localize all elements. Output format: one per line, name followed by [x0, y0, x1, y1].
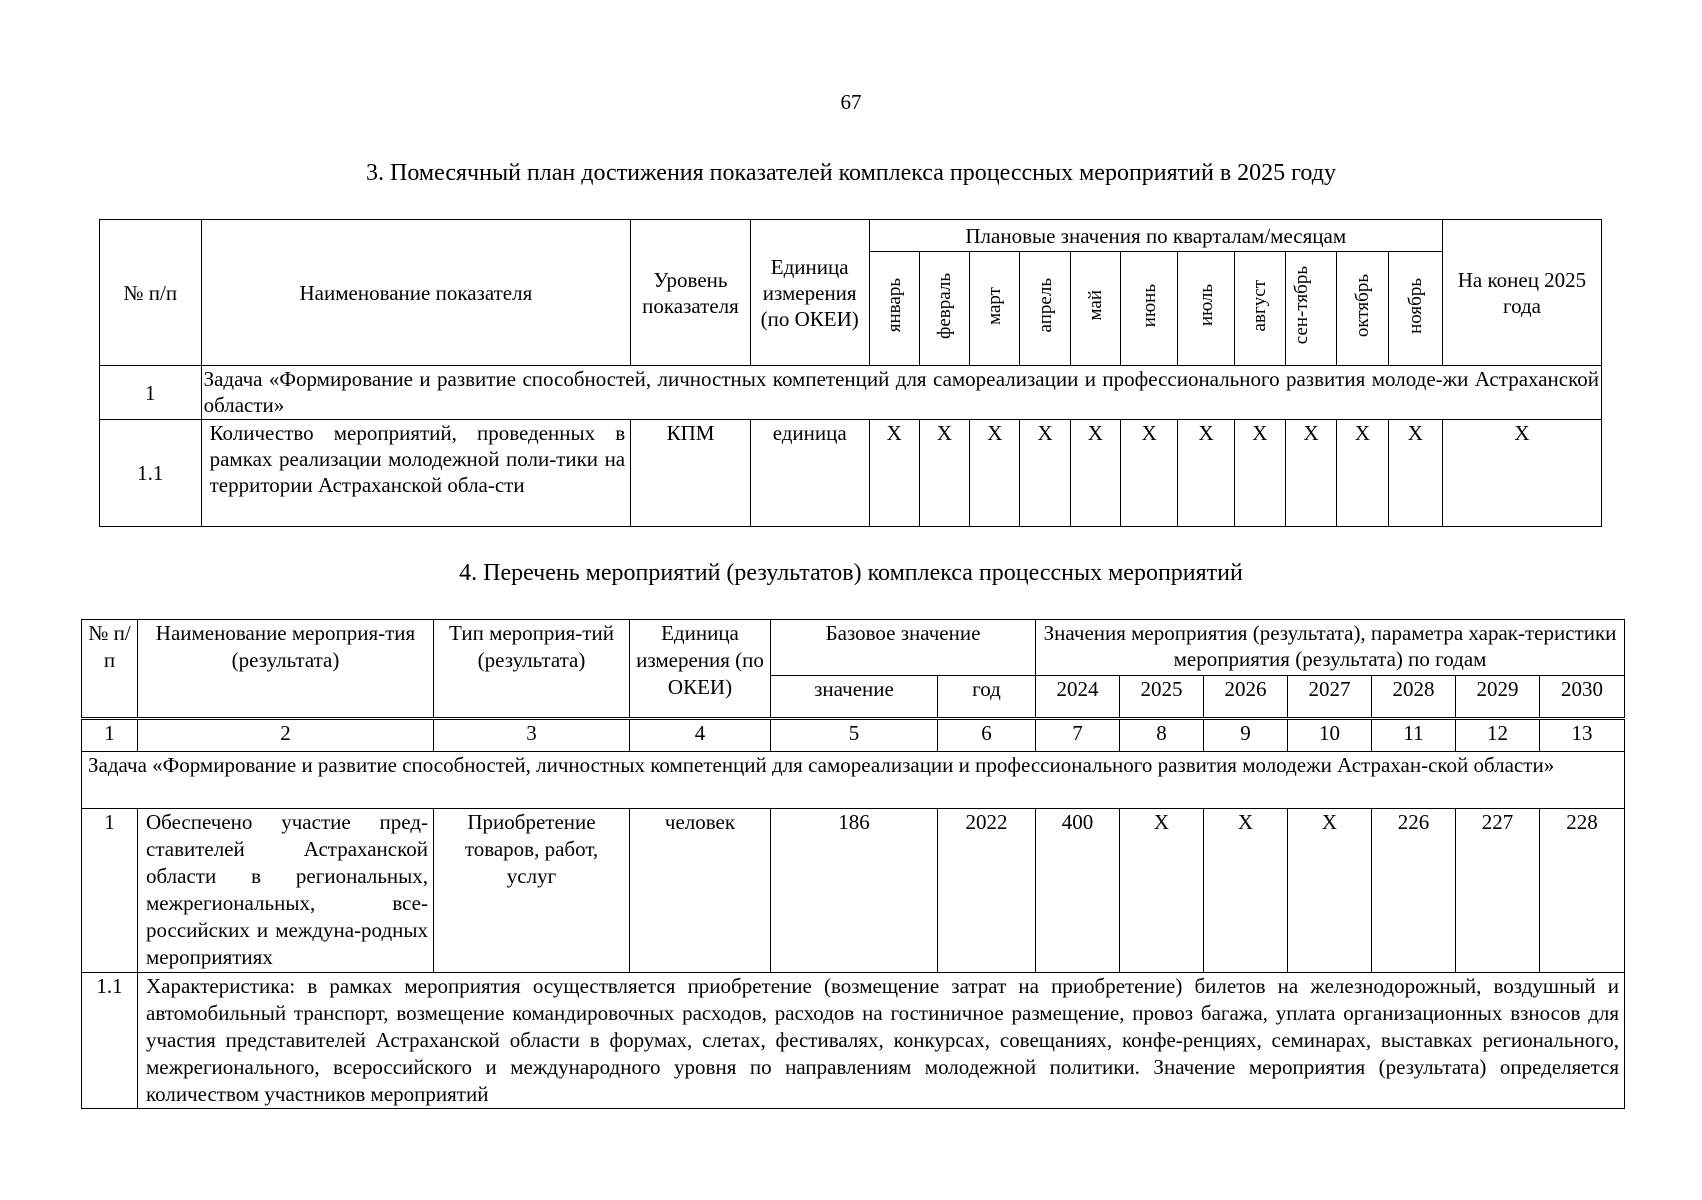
section-4-title: 4. Перечень мероприятий (результатов) комплекса процессных мероприятий: [459, 560, 1243, 586]
header-month: май: [1070, 252, 1120, 366]
characteristic-number: 1.1: [82, 973, 138, 1109]
end-of-year-value: X: [1442, 420, 1601, 527]
month-value: X: [919, 420, 969, 527]
column-number: 2: [138, 719, 434, 752]
month-value: X: [1020, 420, 1070, 527]
indicator-name: Количество мероприятий, проведенных в рамках реализации молодежной поли-тики на территории Астраханской обла-сти: [201, 420, 631, 527]
event-number: 1: [82, 809, 138, 973]
task-number: 1: [100, 366, 202, 420]
indicator-unit: единица: [750, 420, 869, 527]
indicator-level: КПМ: [631, 420, 751, 527]
event-year-value: X: [1120, 809, 1204, 973]
month-value: X: [869, 420, 919, 527]
month-value: X: [970, 420, 1020, 527]
month-value: X: [1178, 420, 1234, 527]
header-month: июнь: [1121, 252, 1178, 366]
header-month: январь: [869, 252, 919, 366]
header-indicator-name: Наименование показателя: [201, 220, 631, 366]
month-value: X: [1388, 420, 1442, 527]
header-event-name: Наименование мероприя-тия (результата): [138, 620, 434, 719]
header-month: февраль: [919, 252, 969, 366]
column-number: 1: [82, 719, 138, 752]
header-base-value: Базовое значение: [771, 620, 1036, 676]
event-year-value: 226: [1372, 809, 1456, 973]
event-base-value: 186: [771, 809, 938, 973]
header-event-type: Тип мероприя-тий (результата): [434, 620, 630, 719]
header-month: октябрь: [1337, 252, 1388, 366]
column-number: 11: [1372, 719, 1456, 752]
header-unit: Единица измерения (по ОКЕИ): [630, 620, 771, 719]
month-value: X: [1234, 420, 1285, 527]
column-number: 3: [434, 719, 630, 752]
event-year-value: X: [1288, 809, 1372, 973]
event-year-value: 227: [1456, 809, 1540, 973]
header-plan-values: Плановые значения по кварталам/месяцам: [869, 220, 1442, 252]
column-number: 5: [771, 719, 938, 752]
header-month: апрель: [1020, 252, 1070, 366]
header-month: март: [970, 252, 1020, 366]
header-year: 2030: [1540, 676, 1625, 719]
column-number: 4: [630, 719, 771, 752]
event-year-value: 400: [1036, 809, 1120, 973]
month-value: X: [1121, 420, 1178, 527]
header-year: 2026: [1204, 676, 1288, 719]
column-number: 12: [1456, 719, 1540, 752]
header-num: № п/п: [82, 620, 138, 719]
event-type: Приобретение товаров, работ, услуг: [434, 809, 630, 973]
indicator-number: 1.1: [100, 420, 202, 527]
task-text: Задача «Формирование и развитие способностей, личностных компетенций для самореализации и профессионального развития молодежи Астрахан-ской области»: [82, 752, 1625, 809]
column-number: 8: [1120, 719, 1204, 752]
header-month: ноябрь: [1388, 252, 1442, 366]
header-month: июль: [1178, 252, 1234, 366]
characteristic-text: Характеристика: в рамках мероприятия осуществляется приобретение (возмещение затрат на приобретение) билетов на железнодорожный, воздушный и автомобильный транспорт, возмещение командировочных расходов, расходов на гостиничное размещение, провоз багажа, уплата организационных взносов для участия представителей Астраханской области в форумах, слетах, фестивалях, конкурсах, совещаниях, конфе-ренциях, семинарах, выставках регионального, межрегионального, всероссийского и международного уровня по направлениям молодежной политики. Значение мероприятия (результата) определяется количеством участников мероприятий: [138, 973, 1625, 1109]
events-table: [81, 619, 1625, 1109]
header-base-year: год: [938, 676, 1036, 719]
column-number: 10: [1288, 719, 1372, 752]
event-base-year: 2022: [938, 809, 1036, 973]
event-unit: человек: [630, 809, 771, 973]
event-name: Обеспечено участие пред-ставителей Астраханской области в региональных, межрегиональных, все-российских и междуна-родных мероприятиях: [138, 809, 434, 973]
event-year-value: X: [1204, 809, 1288, 973]
header-month: сен-тябрь: [1285, 252, 1336, 366]
header-year: 2027: [1288, 676, 1372, 719]
column-number: 7: [1036, 719, 1120, 752]
header-year: 2024: [1036, 676, 1120, 719]
month-value: X: [1285, 420, 1336, 527]
monthly-plan-table: [99, 219, 1602, 527]
header-num: № п/п: [100, 220, 202, 366]
column-number: 9: [1204, 719, 1288, 752]
header-month: август: [1234, 252, 1285, 366]
header-year: 2025: [1120, 676, 1204, 719]
page-number: 67: [840, 90, 862, 114]
header-base-value-amount: значение: [771, 676, 938, 719]
column-number: 13: [1540, 719, 1625, 752]
header-year: 2028: [1372, 676, 1456, 719]
header-unit: Единица измерения (по ОКЕИ): [750, 220, 869, 366]
section-3-title: 3. Помесячный план достижения показателей комплекса процессных мероприятий в 2025 году: [366, 160, 1336, 186]
task-text: Задача «Формирование и развитие способностей, личностных компетенций для самореализации и профессионального развития молоде-жи Астраханской области»: [201, 366, 1601, 420]
header-indicator-level: Уровень показателя: [631, 220, 751, 366]
header-yearly-values: Значения мероприятия (результата), параметра харак-теристики мероприятия (результата) по годам: [1036, 620, 1625, 676]
header-end-of-year: На конец 2025 года: [1442, 220, 1601, 366]
header-year: 2029: [1456, 676, 1540, 719]
month-value: X: [1337, 420, 1388, 527]
event-year-value: 228: [1540, 809, 1625, 973]
column-number: 6: [938, 719, 1036, 752]
month-value: X: [1070, 420, 1120, 527]
